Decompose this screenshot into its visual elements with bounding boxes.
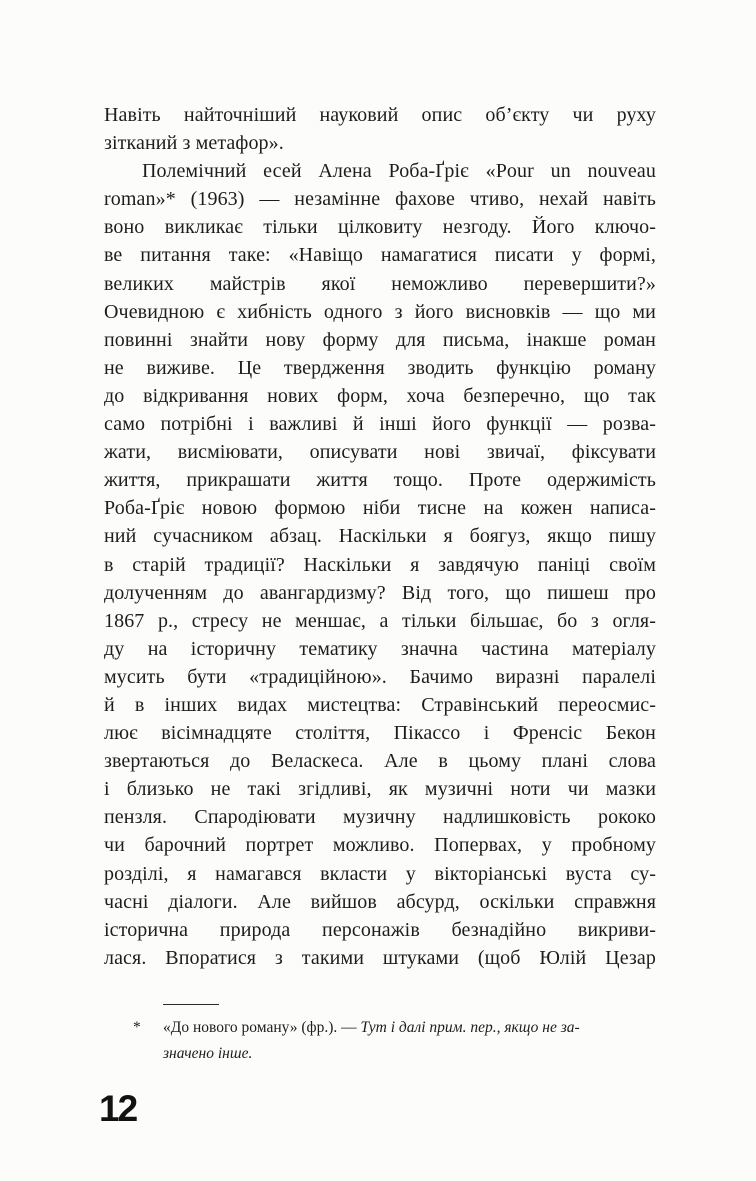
- footnote-marker: *: [133, 1019, 141, 1036]
- footnote: [133, 1015, 656, 1067]
- page-number: 12: [99, 1088, 137, 1129]
- text-line: й в інших видах мистецтва: Стравінський переосмис-: [104, 693, 656, 716]
- text-line: повинні знайти нову форму для письма, інакше роман: [104, 328, 656, 351]
- text-line: пензля. Спародіювати музичну надлишковість рококо: [104, 806, 656, 829]
- text-line: долученням до авангардизму? Від того, що пишеш про: [104, 581, 656, 604]
- text-line: мусить бути «традиційною». Бачимо виразні паралелі: [104, 665, 656, 688]
- text-line: в старій традиції? Наскільки я завдячую паніці своїм: [104, 553, 656, 576]
- text-line: ду на історичну тематику значна частина матеріалу: [104, 637, 656, 660]
- text-line: лася. Впоратися з такими штуками (щоб Юлій Цезар: [104, 946, 656, 969]
- text-line: чи барочний портрет можливо. Попервах, у пробному: [104, 834, 656, 857]
- footnote-italic-text-line2: значено інше.: [163, 1045, 253, 1062]
- text-line: Навіть найточніший науковий опис об’єкту чи руху: [104, 104, 656, 126]
- text-line: ве питання таке: «Навіщо намагатися писати у формі,: [104, 244, 656, 267]
- text-line: великих майстрів якої неможливо перевершити?»: [104, 272, 656, 295]
- text-line: не виживе. Це твердження зводить функцію роману: [104, 356, 656, 379]
- text-line: зітканий з метафор».: [104, 132, 284, 155]
- footnote-area: [104, 1004, 656, 1067]
- text-line: воно викликає тільки цілковиту незгоду. Його ключо-: [104, 216, 656, 239]
- text-line: історична природа персонажів безнадійно викриви-: [104, 918, 656, 941]
- text-line: часні діалоги. Але вийшов абсурд, оскільки справжня: [104, 890, 656, 913]
- text-line: 1867 р., стресу не меншає, а тільки більшає, бо з огля-: [104, 609, 656, 632]
- body-text: [104, 101, 656, 972]
- footnote-text: [163, 1015, 656, 1067]
- text-line: roman»* (1963) — незамінне фахове чтиво, нехай навіть: [104, 188, 656, 211]
- text-line: і близько не такі згідливі, як музичні ноти чи мазки: [104, 778, 656, 801]
- text-line: лює вісімнадцяте століття, Пікассо і Френсіс Бекон: [104, 722, 656, 745]
- text-line: до відкривання нових форм, хоча безперечно, що так: [104, 384, 656, 407]
- text-line: життя, прикрашати життя тощо. Проте одержимість: [104, 469, 656, 492]
- footnote-italic-text-line1: Тут і далі прим. пер., якщо не за-: [360, 1019, 580, 1036]
- text-line: ний сучасником абзац. Наскільки я боягуз, якщо пишу: [104, 525, 656, 548]
- footnote-regular-text: «До нового роману» (фр.). —: [163, 1019, 361, 1036]
- footnote-separator: [163, 1004, 219, 1005]
- text-line: Очевидною є хибність одного з його висновків — що ми: [104, 300, 656, 323]
- text-line: розділі, я намагався вкласти у вікторіанські вуста су-: [104, 862, 656, 885]
- text-line: звертаються до Веласкеса. Але в цьому плані слова: [104, 750, 656, 773]
- text-line: Роба-Ґріє новою формою ніби тисне на кожен написа-: [104, 497, 656, 520]
- text-line: Полемічний есей Алена Роба-Ґріє «Pour un nouveau: [142, 160, 656, 183]
- text-line: само потрібні і важливі й інші його функції — розва-: [104, 413, 656, 436]
- text-line: жати, висміювати, описувати нові звичаї, фіксувати: [104, 441, 656, 464]
